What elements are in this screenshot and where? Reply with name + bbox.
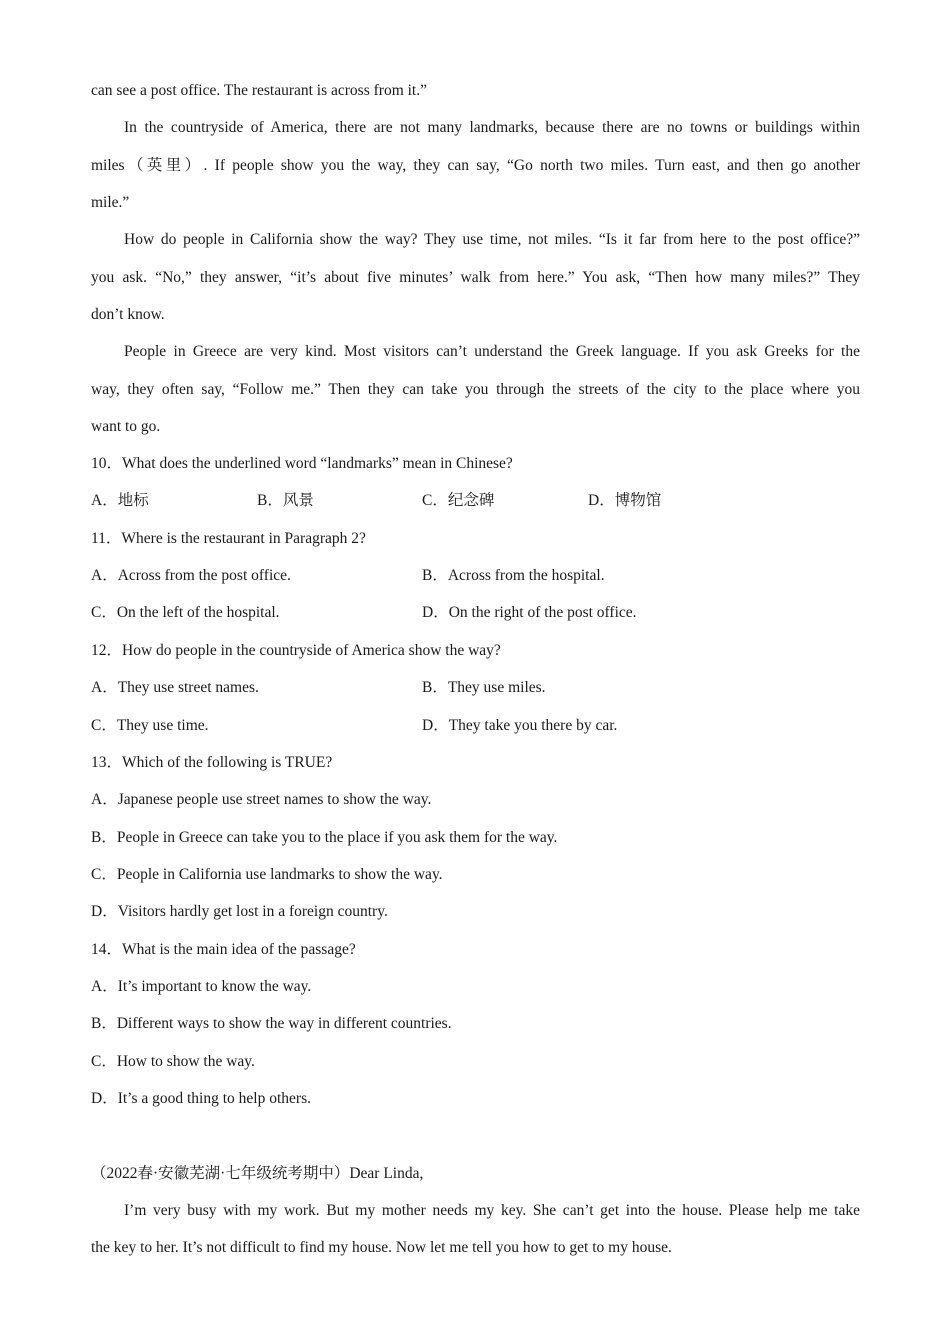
question-stem: 11．Where is the restaurant in Paragraph 2? [91, 530, 366, 547]
letter-source-heading: （2022春·安徽芜湖·七年级统考期中）Dear Linda, [91, 1165, 424, 1182]
option-d: D．They take you there by car. [422, 717, 618, 734]
option-a: A．They use street names. [91, 679, 259, 696]
passage-line: can see a post office. The restaurant is across from it.” [91, 82, 427, 99]
option-c: C．They use time. [91, 717, 209, 734]
option-c: C．People in California use landmarks to show the way. [91, 866, 443, 883]
passage-line: don’t know. [91, 306, 165, 323]
option-a: A．地标 [91, 492, 149, 509]
option-d: D．博物馆 [588, 492, 662, 509]
option-d: D．It’s a good thing to help others. [91, 1090, 311, 1107]
passage-line: you ask. “No,” they answer, “it’s about five minutes’ walk from here.” You ask, “Then how many miles?” They [91, 269, 860, 286]
option-b: B．Different ways to show the way in different countries. [91, 1015, 452, 1032]
question-stem: 10．What does the underlined word “landmarks” mean in Chinese? [91, 455, 513, 472]
letter-line: the key to her. It’s not difficult to find my house. Now let me tell you how to get to my house. [91, 1239, 672, 1256]
option-d: D．On the right of the post office. [422, 604, 637, 621]
option-b: B．Across from the hospital. [422, 567, 605, 584]
passage-line: People in Greece are very kind. Most visitors can’t understand the Greek language. If you ask Greeks for the [124, 343, 860, 360]
option-b: B．People in Greece can take you to the place if you ask them for the way. [91, 829, 558, 846]
passage-line: mile.” [91, 194, 130, 211]
passage-line: In the countryside of America, there are not many landmarks, because there are no towns or buildings within [124, 119, 860, 136]
question-stem: 14．What is the main idea of the passage? [91, 941, 356, 958]
passage-line: want to go. [91, 418, 161, 435]
option-c: C．On the left of the hospital. [91, 604, 280, 621]
option-c: C．纪念碑 [422, 492, 495, 509]
option-a: A．Across from the post office. [91, 567, 291, 584]
option-b: B．They use miles. [422, 679, 546, 696]
option-d: D．Visitors hardly get lost in a foreign country. [91, 903, 388, 920]
passage-line: way, they often say, “Follow me.” Then they can take you through the streets of the city to the place where you [91, 381, 860, 398]
option-b: B．风景 [257, 492, 314, 509]
option-a: A．It’s important to know the way. [91, 978, 312, 995]
option-c: C．How to show the way. [91, 1053, 255, 1070]
passage-line: miles（英里）. If people show you the way, they can say, “Go north two miles. Turn east, and then go another [91, 157, 860, 174]
passage-line: How do people in California show the way? They use time, not miles. “Is it far from here to the post office?” [124, 231, 860, 248]
question-stem: 12．How do people in the countryside of America show the way? [91, 642, 501, 659]
letter-line: I’m very busy with my work. But my mother needs my key. She can’t get into the house. Please help me take [124, 1202, 860, 1219]
option-a: A．Japanese people use street names to show the way. [91, 791, 432, 808]
question-stem: 13．Which of the following is TRUE? [91, 754, 333, 771]
